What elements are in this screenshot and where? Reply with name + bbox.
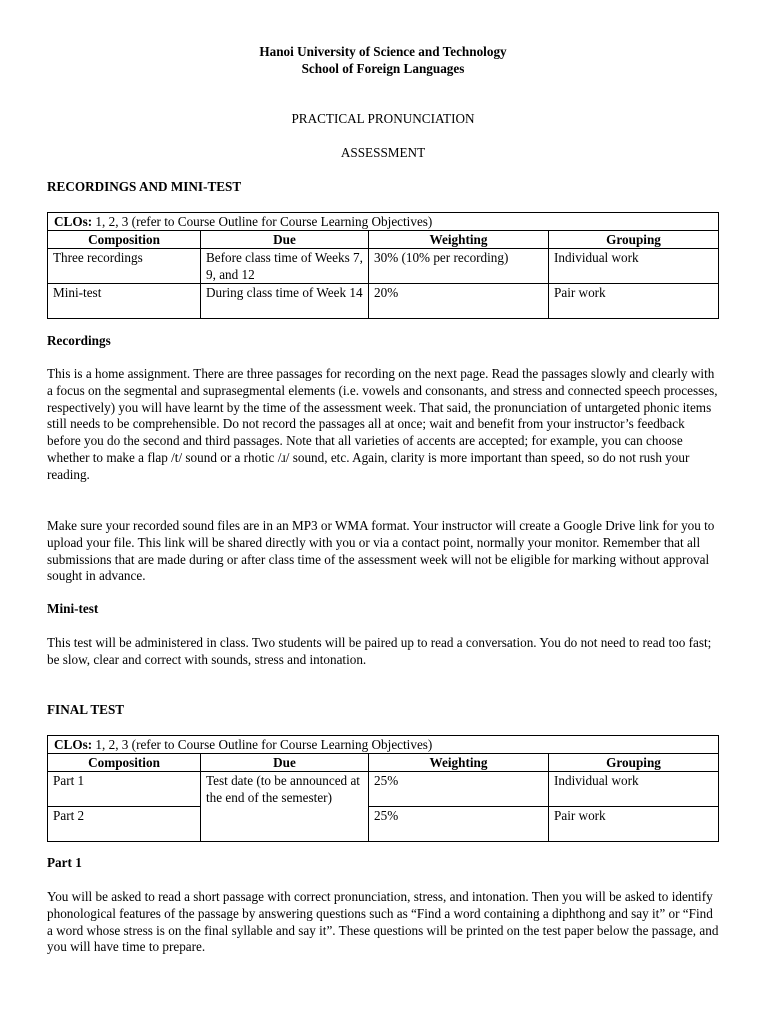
- table-cell: Part 1: [48, 772, 201, 807]
- table-cell: Mini-test: [48, 284, 201, 319]
- clo-row: [48, 736, 719, 754]
- table-cell: Before class time of Weeks 7, 9, and 12: [201, 249, 369, 284]
- column-header: Due: [201, 754, 369, 772]
- column-header: Due: [201, 231, 369, 249]
- school-name: School of Foreign Languages: [301, 61, 465, 76]
- table-cell: Pair work: [549, 284, 719, 319]
- table-cell: 25%: [369, 807, 549, 842]
- column-header: Composition: [48, 231, 201, 249]
- table-cell: Part 2: [48, 807, 201, 842]
- column-header: Weighting: [369, 231, 549, 249]
- course-title: PRACTICAL PRONUNCIATION: [291, 111, 475, 126]
- table-row: [48, 772, 719, 807]
- table-cell: During class time of Week 14: [201, 284, 369, 319]
- table-cell: Individual work: [549, 249, 719, 284]
- clo-text: 1, 2, 3 (refer to Course Outline for Course Learning Objectives): [92, 214, 433, 229]
- assessment-title: ASSESSMENT: [340, 145, 426, 160]
- university-name: Hanoi University of Science and Technology: [259, 44, 507, 59]
- minitest-paragraph: This test will be administered in class. Two students will be paired up to read a conversation. You do not need to read too fast; be slow, clear and correct with sounds, stress and intonation.: [47, 635, 712, 667]
- section-heading-final-test: FINAL TEST: [47, 702, 125, 717]
- table-cell: 25%: [369, 772, 549, 807]
- table-cell: Three recordings: [48, 249, 201, 284]
- table-row: [48, 249, 719, 284]
- table-row: [48, 807, 719, 842]
- column-header: Grouping: [549, 231, 719, 249]
- minitest-heading: Mini-test: [47, 601, 99, 616]
- table-row: [48, 284, 719, 319]
- column-header: Grouping: [549, 754, 719, 772]
- assessment-table-2: [47, 735, 719, 842]
- recordings-paragraph-2: Make sure your recorded sound files are in an MP3 or WMA format. Your instructor will create a Google Drive link for you to upload your file. This link will be shared directly with you or via a contact point, normally your monitor. Remember that all submissions that are made during or after class time of the assessment week will not be eligible for marking without approval sought in advance.: [47, 518, 715, 584]
- clo-text: 1, 2, 3 (refer to Course Outline for Course Learning Objectives): [92, 737, 433, 752]
- table-cell: Test date (to be announced at the end of the semester): [201, 772, 369, 842]
- table-cell: 30% (10% per recording): [369, 249, 549, 284]
- table-cell: Pair work: [549, 807, 719, 842]
- section-heading-recordings-minitest: RECORDINGS AND MINI-TEST: [47, 179, 242, 194]
- table-header-row: [48, 231, 719, 249]
- table-header-row: [48, 754, 719, 772]
- column-header: Composition: [48, 754, 201, 772]
- column-header: Weighting: [369, 754, 549, 772]
- assessment-table-1: [47, 212, 719, 319]
- recordings-paragraph-1: This is a home assignment. There are three passages for recording on the next page. Read the passages slowly and clearly with a focus on the segmental and suprasegmental elements (i.e. vowels and consonants, and stress and connected speech processes, respectively) you will have learnt by the time of the assessment week. That said, the pronunciation of untargeted phonic items still needs to be comprehensible. Do not record the passages all at once; wait and benefit from your instructor’s feedback before you do the second and third passages. Note that all varieties of accents are accepted; for example, you can choose whether to make a flap /t/ sound or a rhotic /ɹ/ sound, etc. Again, clarity is more important than speed, so do not rush your reading.: [47, 366, 718, 482]
- table-cell: Individual work: [549, 772, 719, 807]
- clo-row: [48, 213, 719, 231]
- part1-heading: Part 1: [47, 855, 82, 870]
- part1-paragraph: You will be asked to read a short passage with correct pronunciation, stress, and intonation. Then you will be asked to identify phonological features of the passage by answering questions such as “Find a word containing a diphthong and say it” or “Find a word whose stress is on the final syllable and say it”. These questions will be printed on the test paper below the passage, and you will have time to prepare.: [47, 889, 719, 955]
- table-cell: 20%: [369, 284, 549, 319]
- clo-label: CLOs:: [54, 737, 93, 752]
- clo-label: CLOs:: [54, 214, 93, 229]
- recordings-heading: Recordings: [47, 333, 111, 348]
